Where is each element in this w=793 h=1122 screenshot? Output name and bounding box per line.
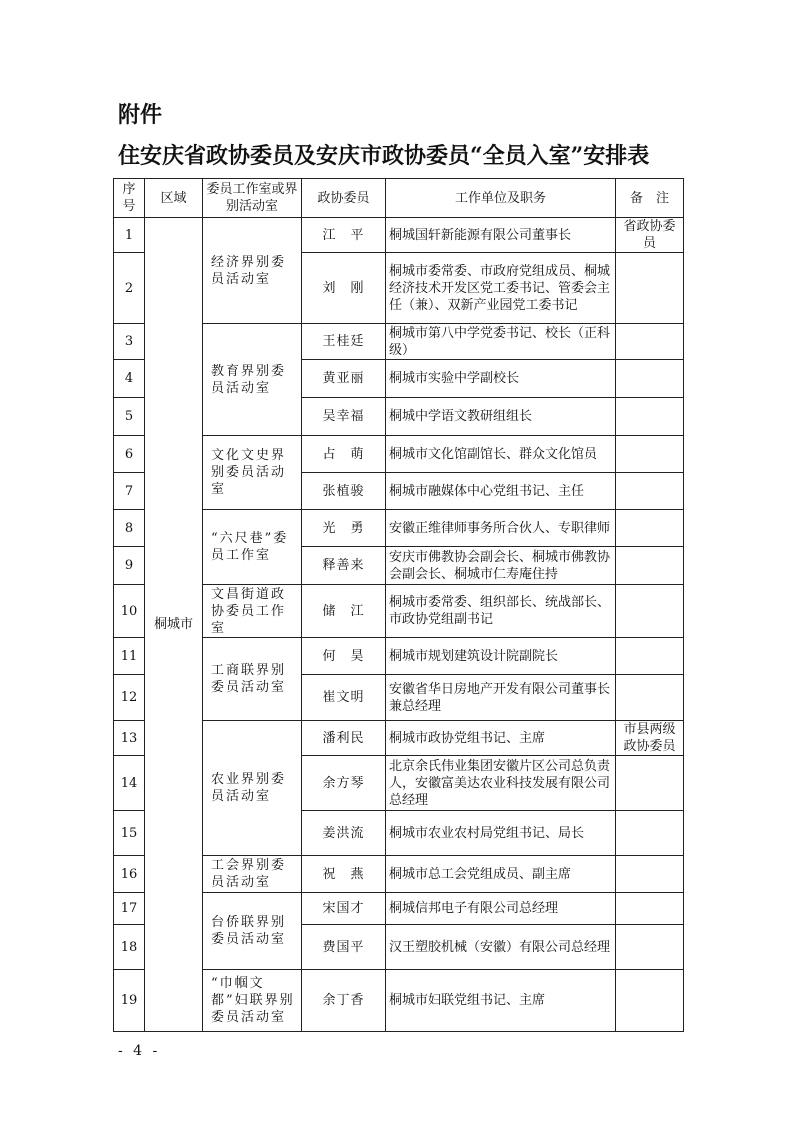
room-cell: 教育界别委员活动室 (203, 324, 302, 436)
unit-position: 桐城市规划建筑设计院副院长 (386, 638, 616, 675)
member-name: 张植骏 (302, 473, 386, 510)
room-cell: 工会界别委员活动室 (203, 856, 302, 893)
room-cell: 经济界别委员活动室 (203, 218, 302, 324)
remark-cell (616, 360, 684, 398)
remark-cell (616, 547, 684, 585)
member-name: 光 勇 (302, 510, 386, 547)
member-name: 江 平 (302, 218, 386, 253)
member-name: 储 江 (302, 585, 386, 638)
remark-cell (616, 585, 684, 638)
unit-position: 桐城市融媒体中心党组书记、主任 (386, 473, 616, 510)
region-cell: 桐城市 (145, 218, 203, 1032)
unit-position: 汉王塑胶机械（安徽）有限公司总经理 (386, 925, 616, 970)
remark-cell: 省政协委员 (616, 218, 684, 253)
unit-position: 桐城国轩新能源有限公司董事长 (386, 218, 616, 253)
header-region: 区域 (145, 179, 203, 218)
row-no: 5 (114, 398, 145, 436)
member-name: 占 萌 (302, 436, 386, 473)
unit-position: 桐城市政协党组书记、主席 (386, 721, 616, 756)
unit-position: 安徽正维律师事务所合伙人、专职律师 (386, 510, 616, 547)
room-cell: 文昌街道政协委员工作室 (203, 585, 302, 638)
remark-cell (616, 756, 684, 811)
room-cell: 文化文史界别委员活动室 (203, 436, 302, 510)
member-name: 吴幸福 (302, 398, 386, 436)
header-unit: 工作单位及职务 (386, 179, 616, 218)
member-name: 姜洪流 (302, 811, 386, 856)
row-no: 18 (114, 925, 145, 970)
remark-cell (616, 638, 684, 675)
row-no: 13 (114, 721, 145, 756)
room-cell: 工商联界别委员活动室 (203, 638, 302, 721)
table-row (114, 218, 684, 253)
member-name: 释善来 (302, 547, 386, 585)
unit-position: 桐城市文化馆副馆长、群众文化馆员 (386, 436, 616, 473)
member-name: 黄亚丽 (302, 360, 386, 398)
document-title: 住安庆省政协委员及安庆市政协委员“全员入室”安排表 (118, 143, 650, 169)
unit-position: 桐城市第八中学党委书记、校长（正科级） (386, 324, 616, 360)
row-no: 17 (114, 893, 145, 925)
member-name: 余丁香 (302, 970, 386, 1032)
arrangement-table (113, 178, 684, 1032)
row-no: 1 (114, 218, 145, 253)
remark-cell (616, 856, 684, 893)
remark-cell (616, 436, 684, 473)
remark-cell (616, 970, 684, 1032)
remark-cell (616, 324, 684, 360)
member-name: 崔文明 (302, 675, 386, 721)
row-no: 19 (114, 970, 145, 1032)
room-cell: “六尺巷”委员工作室 (203, 510, 302, 585)
member-name: 宋国才 (302, 893, 386, 925)
member-name: 祝 燕 (302, 856, 386, 893)
unit-position: 安徽省华日房地产开发有限公司董事长兼总经理 (386, 675, 616, 721)
member-name: 费国平 (302, 925, 386, 970)
page-number: - 4 - (118, 1043, 161, 1059)
remark-cell (616, 510, 684, 547)
row-no: 6 (114, 436, 145, 473)
remark-cell (616, 253, 684, 324)
row-no: 11 (114, 638, 145, 675)
room-cell: 农业界别委员活动室 (203, 721, 302, 856)
header-remark: 备 注 (616, 179, 684, 218)
unit-position: 安庆市佛教协会副会长、桐城市佛教协会副会长、桐城市仁寿庵住持 (386, 547, 616, 585)
remark-cell: 市县两级政协委员 (616, 721, 684, 756)
row-no: 14 (114, 756, 145, 811)
member-name: 潘利民 (302, 721, 386, 756)
row-no: 15 (114, 811, 145, 856)
row-no: 16 (114, 856, 145, 893)
remark-cell (616, 811, 684, 856)
attachment-label: 附件 (118, 102, 163, 128)
remark-cell (616, 925, 684, 970)
unit-position: 桐城市妇联党组书记、主席 (386, 970, 616, 1032)
row-no: 8 (114, 510, 145, 547)
member-name: 何 昊 (302, 638, 386, 675)
header-no: 序号 (114, 179, 145, 218)
member-name: 刘 刚 (302, 253, 386, 324)
row-no: 2 (114, 253, 145, 324)
unit-position: 桐城中学语文教研组组长 (386, 398, 616, 436)
member-name: 余方琴 (302, 756, 386, 811)
unit-position: 桐城市总工会党组成员、副主席 (386, 856, 616, 893)
row-no: 9 (114, 547, 145, 585)
room-cell: 台侨联界别委员活动室 (203, 893, 302, 970)
row-no: 7 (114, 473, 145, 510)
row-no: 4 (114, 360, 145, 398)
table-header-row (114, 179, 684, 218)
unit-position: 桐城市委常委、组织部长、统战部长、市政协党组副书记 (386, 585, 616, 638)
unit-position: 桐城市委常委、市政府党组成员、桐城经济技术开发区党工委书记、管委会主任（兼）、双新产业园党工委书记 (386, 253, 616, 324)
remark-cell (616, 473, 684, 510)
room-cell: “巾帼文都”妇联界别委员活动室 (203, 970, 302, 1032)
remark-cell (616, 398, 684, 436)
unit-position: 桐城市实验中学副校长 (386, 360, 616, 398)
remark-cell (616, 893, 684, 925)
unit-position: 北京余氏伟业集团安徽片区公司总负责人，安徽富美达农业科技发展有限公司总经理 (386, 756, 616, 811)
header-member: 政协委员 (302, 179, 386, 218)
remark-cell (616, 675, 684, 721)
row-no: 10 (114, 585, 145, 638)
header-room: 委员工作室或界别活动室 (203, 179, 302, 218)
unit-position: 桐城信邦电子有限公司总经理 (386, 893, 616, 925)
unit-position: 桐城市农业农村局党组书记、局长 (386, 811, 616, 856)
row-no: 12 (114, 675, 145, 721)
row-no: 3 (114, 324, 145, 360)
member-name: 王桂廷 (302, 324, 386, 360)
